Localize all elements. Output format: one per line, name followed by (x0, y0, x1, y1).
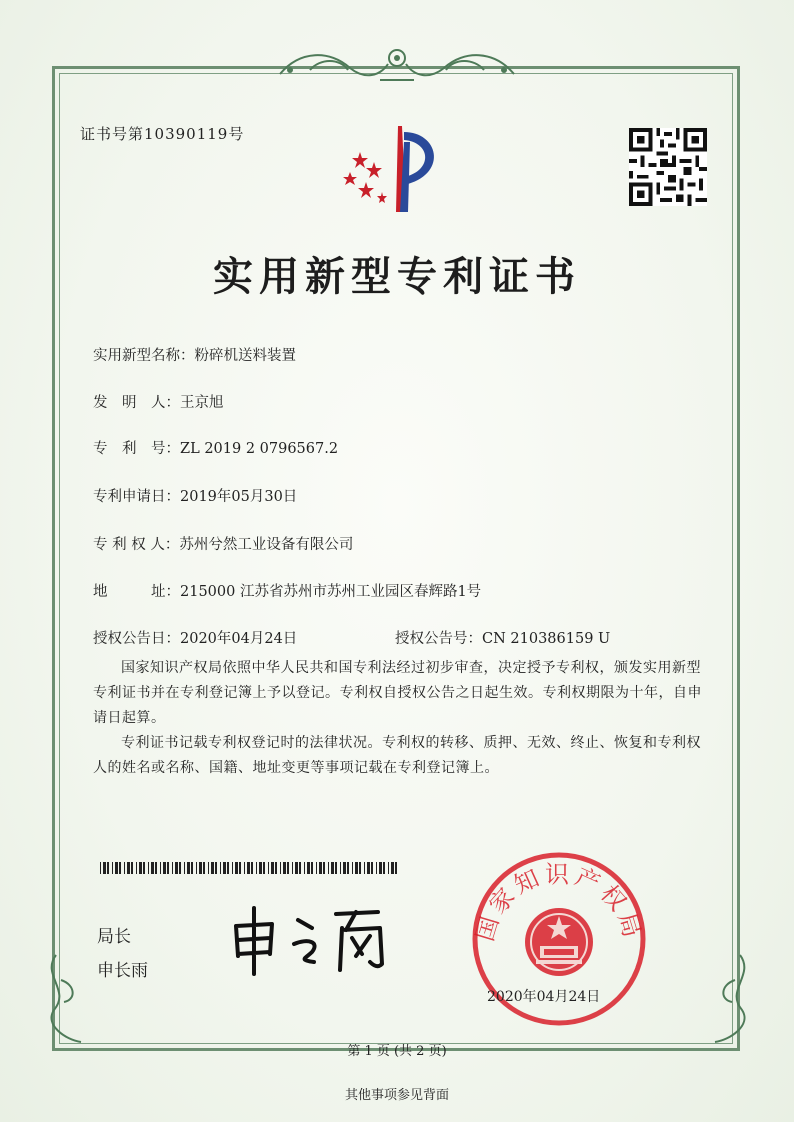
barcode-bar (175, 862, 178, 874)
barcode-bar (340, 862, 341, 874)
model-name-label: 实用新型名称： (93, 348, 195, 364)
barcode-bar (367, 862, 370, 874)
barcode-bar (352, 862, 353, 874)
inventor-row (93, 391, 224, 412)
barcode-bar (211, 862, 214, 874)
logo-stars (343, 152, 387, 203)
barcode-bar (256, 862, 257, 874)
barcode-bar (100, 862, 101, 874)
back-note: 其他事项参见背面 (344, 1088, 449, 1103)
barcode-bar (160, 862, 161, 874)
barcode-bar (199, 862, 202, 874)
barcode-bar (287, 862, 289, 874)
barcode-bar (347, 862, 349, 874)
handwritten-signature (228, 898, 398, 978)
barcode-bar (215, 862, 217, 874)
certificate-number: 证书号第10390119号 (80, 125, 245, 143)
filing-date-label: 专利申请日： (93, 489, 180, 505)
barcode-bar (307, 862, 310, 874)
left-corner-ornament (36, 950, 96, 1050)
inventor-value: 王京旭 (180, 395, 224, 411)
seal-text: 国家知识产权局 (470, 860, 648, 945)
barcode-bar (247, 862, 250, 874)
barcode-bar (239, 862, 241, 874)
barcode-bar (283, 862, 286, 874)
barcode-bar (223, 862, 226, 874)
barcode-bar (131, 862, 133, 874)
patentee-row (93, 533, 353, 554)
barcode-bar (379, 862, 382, 874)
grant-number-value: CN 210386159 U (482, 631, 611, 647)
barcode-bar (259, 862, 262, 874)
barcode-bar (244, 862, 245, 874)
right-corner-ornament (700, 950, 760, 1050)
grant-number-label: 授权公告号： (395, 631, 482, 647)
model-name-row (93, 344, 296, 365)
barcode-bar (148, 862, 149, 874)
barcode-bar (191, 862, 193, 874)
barcode-bar (295, 862, 298, 874)
barcode-bar (328, 862, 329, 874)
barcode-bar (319, 862, 322, 874)
grant-date-label: 授权公告日： (93, 631, 180, 647)
barcode-bar (196, 862, 197, 874)
barcode-bar (304, 862, 305, 874)
barcode-bar (136, 862, 137, 874)
barcode-bar (371, 862, 373, 874)
barcode-bar (323, 862, 325, 874)
barcode-bar (316, 862, 317, 874)
barcode-bar (163, 862, 166, 874)
barcode-bar (203, 862, 205, 874)
barcode-bar (187, 862, 190, 874)
barcode-bar (220, 862, 221, 874)
filing-date-value: 2019年05月30日 (180, 489, 298, 505)
patent-number-label: 专 利 号： (93, 441, 180, 457)
barcode-bar (103, 862, 106, 874)
qr-code (628, 128, 708, 206)
barcode-bar (184, 862, 185, 874)
barcode-bar (172, 862, 173, 874)
barcode-bar (376, 862, 377, 874)
barcode-bar (364, 862, 365, 874)
barcode-bar (115, 862, 118, 874)
barcode-bar (232, 862, 233, 874)
certificate-title: 实用新型专利证书 (213, 254, 581, 300)
barcode-bar (227, 862, 229, 874)
barcode-bar (311, 862, 313, 874)
inventor-label: 发 明 人： (93, 395, 180, 411)
barcode-bar (275, 862, 277, 874)
patentee-value: 苏州兮然工业设备有限公司 (179, 537, 354, 553)
grant-number-row (395, 627, 610, 648)
barcode-bar (263, 862, 265, 874)
barcode-bar (208, 862, 209, 874)
barcode-bar (280, 862, 281, 874)
barcode-bar (127, 862, 130, 874)
barcode-bar (299, 862, 301, 874)
address-row (93, 580, 481, 601)
barcode-bar (391, 862, 394, 874)
barcode-bar (343, 862, 346, 874)
official-title: 局长 (97, 927, 131, 947)
grant-date-value: 2020年04月24日 (180, 631, 298, 647)
patent-number-value: ZL 2019 2 0796567.2 (180, 441, 339, 457)
barcode-bar (124, 862, 125, 874)
address-label: 地 址： (93, 584, 180, 600)
body-text (93, 656, 708, 781)
barcode-bar (107, 862, 109, 874)
filing-date-row (93, 485, 297, 506)
page-number: 第 1 页 (共 2 页) (347, 1044, 447, 1059)
barcode-bar (355, 862, 358, 874)
barcode-bar (155, 862, 157, 874)
barcode-bar (179, 862, 181, 874)
body-paragraph-2: 专利证书记载专利权登记时的法律状况。专利权的转移、质押、无效、终止、恢复和专利权人的姓名或名称、国籍、地址变更等事项记载在专利登记簿上。 (93, 735, 701, 776)
official-name: 申长雨 (97, 961, 148, 981)
barcode-bar (143, 862, 145, 874)
barcode-bar (359, 862, 361, 874)
body-paragraph-1: 国家知识产权局依照中华人民共和国专利法经过初步审查，决定授予专利权，颁发实用新型专利证书并在专利登记簿上予以登记。专利权自授权公告之日起生效。专利权期限为十年，自申请日起算。 (93, 660, 702, 726)
barcode-bar (388, 862, 389, 874)
barcode-bar (383, 862, 385, 874)
cnipa-logo (338, 122, 458, 217)
top-ornament (270, 40, 524, 88)
barcode-bar (139, 862, 142, 874)
barcode-bar (119, 862, 121, 874)
barcode-bar (395, 862, 397, 874)
national-emblem-icon (525, 908, 593, 976)
barcode-bar (292, 862, 293, 874)
seal-date: 2020年04月24日 (487, 989, 601, 1005)
grant-date-row (93, 627, 297, 648)
barcode (100, 862, 400, 874)
barcode-bar (151, 862, 154, 874)
barcode-bar (251, 862, 253, 874)
barcode-bar (235, 862, 238, 874)
patentee-label: 专 利 权 人： (93, 537, 180, 553)
model-name-value: 粉碎机送料装置 (194, 348, 296, 364)
barcode-bar (271, 862, 274, 874)
barcode-bar (268, 862, 269, 874)
barcode-bar (335, 862, 337, 874)
barcode-bar (331, 862, 334, 874)
barcode-bar (167, 862, 169, 874)
patent-number-row (93, 437, 338, 458)
address-value: 215000 江苏省苏州市苏州工业园区春辉路1号 (180, 584, 482, 600)
barcode-bar (112, 862, 113, 874)
